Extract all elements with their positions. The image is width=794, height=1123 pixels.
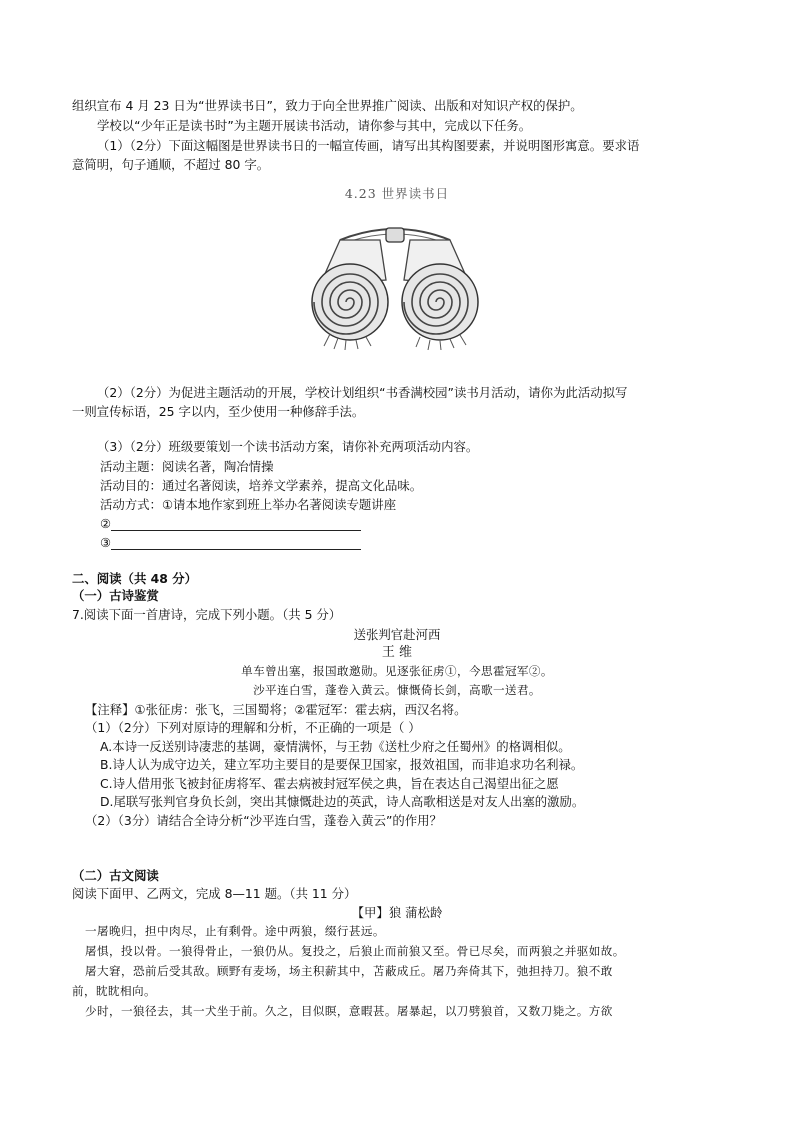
wolf-title: 【甲】狼 蒲松龄 (351, 905, 443, 920)
option-d: D.尾联写张判官身负长剑，突出其慷慨赴边的英武，诗人高歌相送是对友人出塞的激励。 (100, 794, 585, 809)
subsection-classical: （二）古文阅读 (72, 868, 159, 883)
intro-line-2: 学校以“少年正是读书时”为主题开展读书活动，请你参与其中，完成以下任务。 (97, 118, 532, 133)
task2-line-1: （2）（2分）为促进主题活动的开展，学校计划组织“书香满校园”读书月活动，请你为此活动拟写 (97, 385, 628, 400)
wolf-paragraph-1: 一屠晚归，担中肉尽，止有剩骨。途中两狼，缀行甚远。 (85, 924, 385, 938)
option-b: B.诗人认为成守边关，建立军功主要目的是要保卫国家，报效祖国，而非追求功名利禄。 (100, 757, 584, 772)
task3-line-1: （3）（2分）班级要策划一个读书活动方案，请你补充两项活动内容。 (97, 439, 479, 454)
wolf-paragraph-3a: 屠大窘，恐前后受其敌。顾野有麦场，场主积薪其中，苫蔽成丘。屠乃奔倚其下，弛担持刀。狼不敢 (85, 964, 613, 978)
blank-3-marker: ③ (100, 535, 112, 550)
poem-note: 【注释】①张征虏：张飞，三国蜀将；②霍冠军：霍去病，西汉名将。 (85, 702, 467, 717)
blank-line-3[interactable] (111, 536, 361, 550)
subsection-poetry: （一）古诗鉴赏 (72, 588, 159, 603)
task3-theme: 活动主题：阅读名著，陶冶情操 (100, 459, 274, 474)
task2-line-2: 一则宣传标语，25 字以内，至少使用一种修辞手法。 (72, 404, 365, 419)
question-7-2: （2）（3分）请结合全诗分析“沙平连白雪，蓬卷入黄云”的作用？ (85, 813, 442, 828)
poem-line-2: 沙平连白雪，蓬卷入黄云。慷慨倚长剑，高歌一送君。 (253, 683, 541, 697)
task1-line-2: 意简明，句子通顺，不超过 80 字。 (72, 157, 270, 172)
classical-intro: 阅读下面甲、乙两文，完成 8—11 题。（共 11 分） (72, 886, 357, 901)
section-heading-reading: 二、阅读（共 48 分） (72, 571, 197, 586)
blank-line-2[interactable] (111, 517, 361, 531)
question-7-1: （1）（2分）下列对原诗的理解和分析，不正确的一项是（ ） (85, 720, 421, 735)
task3-goal: 活动目的：通过名著阅读，培养文学素养，提高文化品味。 (100, 478, 423, 493)
wolf-paragraph-2: 屠惧，投以骨。一狼得骨止，一狼仍从。复投之，后狼止而前狼又至。骨已尽矣，而两狼之并驱如故。 (85, 944, 625, 958)
answer-blank-2[interactable] (100, 515, 361, 532)
answer-blank-3[interactable] (100, 534, 361, 551)
poster-title: 4.23 世界读书日 (344, 186, 450, 201)
task1-line-1: （1）（2分）下面这幅图是世界读书日的一幅宣传画，请写出其构图要素，并说明图形寓意。要求语 (97, 138, 640, 153)
task3-method: 活动方式：①请本地作家到班上举办名著阅读专题讲座 (100, 497, 397, 512)
wolf-paragraph-3b: 前，眈眈相向。 (72, 984, 156, 998)
question-7: 7.阅读下面一首唐诗，完成下列小题。（共 5 分） (72, 607, 342, 622)
option-a: A.本诗一反送别诗凄悲的基调，豪情满怀，与王勃《送杜少府之任蜀州》的格调相似。 (100, 739, 571, 754)
poem-author: 王 维 (381, 645, 413, 660)
blank-2-marker: ② (100, 516, 112, 531)
poem-title: 送张判官赴河西 (353, 627, 441, 642)
binocular-book-scroll-illustration (300, 210, 490, 350)
wolf-paragraph-4: 少时，一狼径去，其一犬坐于前。久之，目似瞑，意暇甚。屠暴起，以刀劈狼首，又数刀毙之。方欲 (85, 1004, 613, 1018)
poem-line-1: 单车曾出塞，报国敢邀勋。见逐张征虏①，今思霍冠军②。 (241, 664, 553, 678)
intro-line-1: 组织宣布 4 月 23 日为“世界读书日”，致力于向全世界推广阅读、出版和对知识产权的保护。 (72, 98, 583, 113)
option-c: C.诗人借用张飞被封征虏将军、霍去病被封冠军侯之典，旨在表达自己渴望出征之愿 (100, 776, 559, 791)
